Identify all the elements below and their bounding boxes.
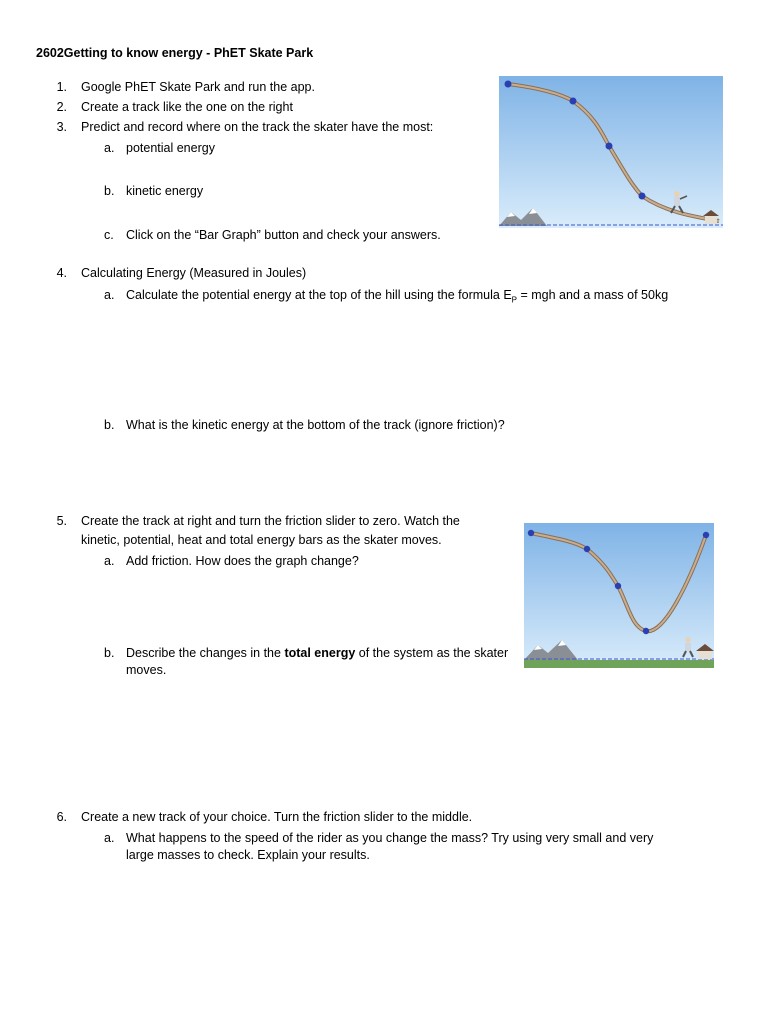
q4a-letter: a.: [104, 288, 115, 302]
item-5-line1: Create the track at right and turn the friction slider to zero. Watch the: [81, 514, 460, 528]
item-6-number: 6.: [56, 810, 67, 824]
q3b-letter: b.: [104, 184, 115, 198]
q5b-letter: b.: [104, 646, 115, 660]
q5b-line2: moves.: [126, 663, 167, 677]
item-4-text: Calculating Energy (Measured in Joules): [81, 266, 307, 280]
q4b-letter: b.: [104, 418, 115, 432]
track-figure-1: [499, 76, 723, 228]
item-2-number: 2.: [56, 100, 67, 114]
item-1-text: Google PhET Skate Park and run the app.: [81, 80, 315, 94]
subscript-p: P: [511, 295, 518, 305]
q4b-text: What is the kinetic energy at the bottom of the track (ignore friction)?: [126, 418, 505, 432]
item-6-text: Create a new track of your choice. Turn the friction slider to the middle.: [81, 810, 473, 824]
q6a-line2: large masses to check. Explain your results.: [126, 848, 370, 862]
q4a-text: Calculate the potential energy at the top of the hill using the formula $E_P$ = mgh and a mass of 50kg: [126, 288, 669, 305]
q3b-text: kinetic energy: [126, 184, 204, 198]
track-figure-2: [524, 523, 714, 668]
total-energy-bold: total energy: [284, 646, 356, 660]
item-2-text: Create a track like the one on the right: [81, 100, 293, 114]
item-1-number: 1.: [56, 80, 67, 94]
item-3-number: 3.: [56, 120, 67, 134]
q5a-text: Add friction. How does the graph change?: [126, 554, 359, 568]
q3c-text: Click on the “Bar Graph” button and check your answers.: [126, 228, 441, 242]
q5a-letter: a.: [104, 554, 115, 568]
page-title: 2602Getting to know energy - PhET Skate Park: [36, 46, 314, 60]
item-4-number: 4.: [56, 266, 67, 280]
q6a-letter: a.: [104, 831, 115, 845]
q5b-text: Describe the changes in the total energy of the system as the skater: [126, 646, 509, 660]
q3a-letter: a.: [104, 141, 115, 155]
q3a-text: potential energy: [126, 141, 215, 155]
item-5-line2: kinetic, potential, heat and total energy bars as the skater moves.: [81, 533, 442, 547]
q3c-letter: c.: [104, 228, 114, 242]
item-5-number: 5.: [56, 514, 67, 528]
q6a-line1: What happens to the speed of the rider as you change the mass? Try using very small and very: [126, 831, 654, 845]
item-3-text: Predict and record where on the track the skater have the most:: [81, 120, 434, 134]
